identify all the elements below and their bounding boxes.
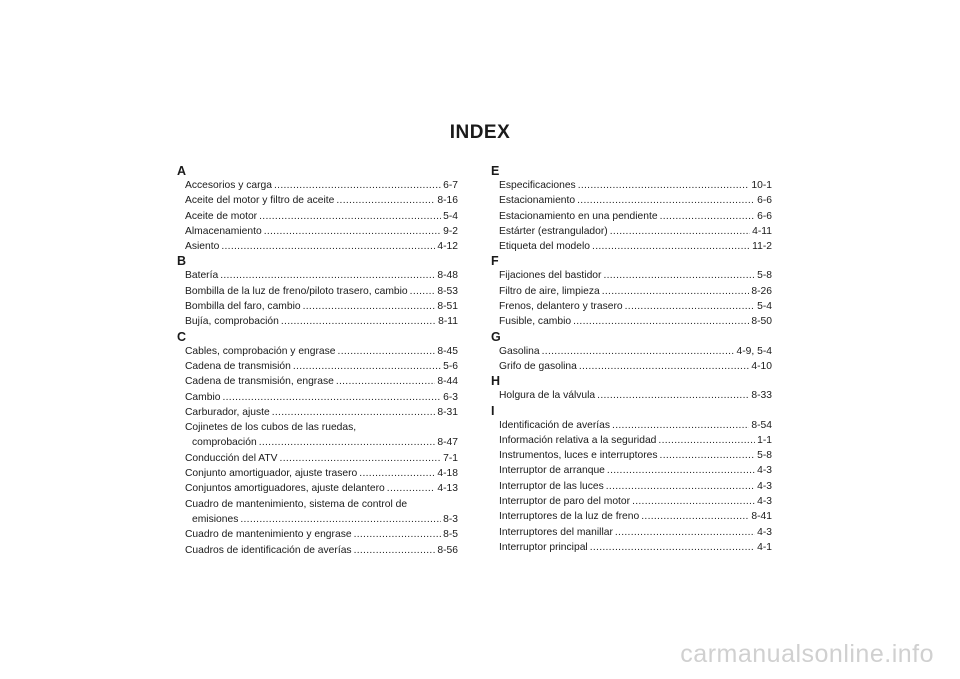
index-entry bbox=[490, 448, 772, 463]
dot-leader bbox=[612, 418, 749, 433]
index-entry-page: 6-6 bbox=[757, 195, 772, 207]
index-entry bbox=[176, 435, 458, 450]
index-entry bbox=[490, 494, 772, 509]
index-entry-text: Aceite del motor y filtro de aceite bbox=[185, 195, 335, 207]
index-section-letter: F bbox=[491, 254, 499, 269]
dot-leader bbox=[592, 239, 750, 254]
index-entry-page: 8-33 bbox=[751, 390, 772, 402]
index-entry-text: Grifo de gasolina bbox=[499, 360, 577, 372]
index-entry bbox=[176, 224, 458, 239]
index-entry bbox=[490, 178, 772, 193]
index-entry bbox=[176, 193, 458, 208]
index-entry bbox=[490, 525, 772, 540]
index-entry bbox=[490, 433, 772, 448]
index-entry-page: 10-1 bbox=[751, 180, 772, 191]
index-entry-text: Cadena de transmisión bbox=[185, 360, 291, 372]
index-entry bbox=[176, 497, 458, 512]
index-entry-page: 4-3 bbox=[757, 480, 772, 492]
index-entry-text: Gasolina bbox=[499, 345, 540, 357]
page-title: INDEX bbox=[449, 122, 511, 143]
dot-leader bbox=[221, 239, 435, 254]
index-entry-text: Cuadro de mantenimiento, sistema de control de bbox=[185, 498, 408, 510]
index-entry-text: Especificaciones bbox=[499, 180, 576, 191]
index-entry bbox=[490, 479, 772, 494]
dot-leader bbox=[293, 359, 441, 374]
index-entry bbox=[490, 314, 772, 329]
index-entry-page: 9-2 bbox=[443, 225, 458, 237]
dot-leader bbox=[281, 314, 436, 329]
index-entry-page: 4-3 bbox=[757, 526, 772, 538]
dot-leader bbox=[240, 512, 441, 527]
index-entry-page: 1-1 bbox=[757, 434, 772, 446]
index-entry-text: Almacenamiento bbox=[185, 225, 262, 237]
index-column-right bbox=[490, 164, 772, 555]
index-entry bbox=[176, 512, 458, 527]
dot-leader bbox=[222, 390, 441, 405]
index-entry bbox=[490, 509, 772, 524]
index-entry-page: 5-8 bbox=[757, 270, 772, 282]
index-entry-page: 6-6 bbox=[757, 210, 772, 222]
dot-leader bbox=[259, 435, 436, 450]
index-entry-text: Accesorios y carga bbox=[185, 180, 272, 191]
dot-leader bbox=[579, 359, 750, 374]
index-entry-text: Filtro de aire, limpieza bbox=[499, 285, 600, 297]
index-entry-page: 8-31 bbox=[437, 406, 458, 418]
index-entry-text: Bombilla de la luz de freno/piloto trasero, cambio bbox=[185, 285, 408, 297]
index-entry bbox=[490, 268, 772, 283]
dot-leader bbox=[590, 540, 755, 555]
index-entry-page: 4-3 bbox=[757, 496, 772, 508]
dot-leader bbox=[578, 178, 750, 193]
index-entry bbox=[176, 284, 458, 299]
index-entry bbox=[176, 239, 458, 254]
index-entry bbox=[176, 314, 458, 329]
dot-leader bbox=[610, 224, 750, 239]
index-entry bbox=[490, 418, 772, 433]
dot-leader bbox=[387, 481, 436, 496]
index-entry-page: 8-51 bbox=[437, 301, 458, 313]
index-entry-text: Fijaciones del bastidor bbox=[499, 270, 602, 282]
index-entry-text: Cambio bbox=[185, 391, 221, 403]
index-entry bbox=[176, 344, 458, 359]
index-entry-text: Carburador, ajuste bbox=[185, 406, 270, 418]
index-entry-text: Etiqueta del modelo bbox=[499, 241, 591, 253]
index-entry-text: Holgura de la válvula bbox=[499, 390, 596, 402]
dot-leader bbox=[220, 268, 435, 283]
index-entry-page: 4-9, 5-4 bbox=[736, 345, 772, 357]
dot-leader bbox=[573, 314, 749, 329]
watermark: carmanualsonline.info bbox=[680, 640, 934, 668]
index-entry bbox=[176, 405, 458, 420]
dot-leader bbox=[607, 463, 755, 478]
index-entry-page: 4-18 bbox=[437, 468, 458, 480]
dot-leader bbox=[632, 494, 755, 509]
index-section-letter: G bbox=[491, 329, 501, 344]
dot-leader bbox=[603, 268, 755, 283]
dot-leader bbox=[597, 388, 749, 403]
dot-leader bbox=[641, 509, 749, 524]
dot-leader bbox=[303, 299, 436, 314]
dot-leader bbox=[606, 479, 755, 494]
index-entry bbox=[490, 540, 772, 555]
index-section-letter: A bbox=[177, 164, 187, 178]
index-entry bbox=[490, 344, 772, 359]
index-entry-page: 8-47 bbox=[437, 437, 458, 449]
dot-leader bbox=[259, 209, 441, 224]
index-entry-page: 8-3 bbox=[443, 513, 458, 525]
index-entry-text: Batería bbox=[185, 270, 219, 282]
index-entry-text: Estárter (estrangulador) bbox=[499, 225, 608, 237]
index-section-letter: B bbox=[177, 254, 187, 269]
index-entry-page: 4-10 bbox=[751, 360, 772, 372]
dot-leader bbox=[658, 433, 755, 448]
index-entry-page: 8-5 bbox=[443, 529, 458, 541]
dot-leader bbox=[542, 344, 735, 359]
dot-leader bbox=[577, 193, 755, 208]
index-entry bbox=[490, 284, 772, 299]
index-entry-page: 8-16 bbox=[437, 195, 458, 207]
index-entry bbox=[176, 374, 458, 389]
index-entry-page: 5-8 bbox=[757, 450, 772, 462]
index-entry-text: Bujía, comprobación bbox=[185, 316, 279, 328]
dot-leader bbox=[354, 543, 436, 558]
index-entry-page: 8-11 bbox=[438, 316, 458, 328]
index-section-letter: H bbox=[491, 374, 501, 389]
dot-leader bbox=[359, 466, 435, 481]
index-entry-text: comprobación bbox=[192, 437, 257, 449]
dot-leader bbox=[274, 178, 441, 193]
index-entry bbox=[176, 451, 458, 466]
index-entry-text: Bombilla del faro, cambio bbox=[185, 301, 301, 313]
index-entry-page: 4-3 bbox=[757, 465, 772, 477]
dot-leader bbox=[410, 284, 436, 299]
dot-leader bbox=[336, 193, 435, 208]
index-entry bbox=[176, 268, 458, 283]
index-entry-page: 8-54 bbox=[751, 419, 772, 431]
index-entry bbox=[490, 359, 772, 374]
index-section-letter: C bbox=[177, 329, 187, 344]
dot-leader bbox=[615, 525, 755, 540]
index-entry bbox=[176, 527, 458, 542]
dot-leader bbox=[602, 284, 750, 299]
index-entry bbox=[490, 224, 772, 239]
dot-leader bbox=[354, 527, 442, 542]
index-entry-page: 5-6 bbox=[443, 360, 458, 372]
dot-leader bbox=[264, 224, 441, 239]
index-entry-page: 11-2 bbox=[752, 241, 772, 253]
index-entry-text: Interruptores del manillar bbox=[499, 526, 613, 538]
index-entry-page: 8-44 bbox=[437, 376, 458, 388]
index-entry-text: Conducción del ATV bbox=[185, 452, 278, 464]
index-entry-text: Interruptor de paro del motor bbox=[499, 496, 631, 508]
index-entry bbox=[176, 178, 458, 193]
index-section-letter: I bbox=[491, 403, 495, 418]
index-entry-text: Conjunto amortiguador, ajuste trasero bbox=[185, 468, 358, 480]
index-entry-page: 5-4 bbox=[757, 301, 772, 313]
index-entry-page: 6-3 bbox=[443, 391, 458, 403]
index-column-left bbox=[176, 164, 458, 558]
index-entry-text: Frenos, delantero y trasero bbox=[499, 301, 623, 313]
index-entry bbox=[176, 390, 458, 405]
index-entry bbox=[490, 209, 772, 224]
index-entry-text: Conjuntos amortiguadores, ajuste delantero bbox=[185, 483, 385, 495]
dot-leader bbox=[272, 405, 436, 420]
index-entry-text: Cadena de transmisión, engrase bbox=[185, 376, 334, 388]
index-entry-text: Interruptor de arranque bbox=[499, 465, 605, 477]
index-entry-text: Cuadros de identificación de averías bbox=[185, 544, 352, 556]
index-entry-text: Interruptores de la luz de freno bbox=[499, 511, 640, 523]
index-entry bbox=[176, 209, 458, 224]
dot-leader bbox=[660, 448, 756, 463]
index-entry bbox=[490, 239, 772, 254]
index-entry-text: Identificación de averías bbox=[499, 419, 611, 431]
index-entry bbox=[176, 420, 458, 435]
dot-leader bbox=[336, 374, 436, 389]
index-entry-text: Aceite de motor bbox=[185, 210, 258, 222]
index-entry bbox=[176, 466, 458, 481]
index-entry-page: 8-56 bbox=[437, 544, 458, 556]
dot-leader bbox=[660, 209, 756, 224]
index-entry-page: 4-1 bbox=[757, 541, 772, 553]
index-entry-page: 5-4 bbox=[443, 210, 458, 222]
index-entry-page: 4-11 bbox=[752, 225, 772, 237]
index-entry-text: Asiento bbox=[185, 241, 220, 253]
index-entry bbox=[490, 388, 772, 403]
index-entry-text: Cables, comprobación y engrase bbox=[185, 345, 336, 357]
index-entry bbox=[490, 193, 772, 208]
index-section-letter: E bbox=[491, 164, 500, 178]
index-entry bbox=[176, 543, 458, 558]
index-entry-page: 4-12 bbox=[437, 241, 458, 253]
index-entry-text: Interruptor de las luces bbox=[499, 480, 604, 492]
index-entry-page: 8-45 bbox=[437, 345, 458, 357]
dot-leader bbox=[625, 299, 755, 314]
index-entry bbox=[490, 463, 772, 478]
index-entry bbox=[176, 359, 458, 374]
dot-leader bbox=[338, 344, 436, 359]
index-entry-text: Información relativa a la seguridad bbox=[499, 434, 657, 446]
index-entry-page: 6-7 bbox=[443, 180, 458, 191]
index-entry bbox=[176, 299, 458, 314]
dot-leader bbox=[280, 451, 442, 466]
index-entry-page: 7-1 bbox=[443, 452, 458, 464]
index-entry-page: 8-53 bbox=[437, 285, 458, 297]
index-entry-page: 8-41 bbox=[751, 511, 772, 523]
index-entry-page: 4-13 bbox=[437, 483, 458, 495]
index-entry-page: 8-48 bbox=[437, 270, 458, 282]
index-entry-text: Interruptor principal bbox=[499, 541, 588, 553]
index-entry-text: Estacionamiento en una pendiente bbox=[499, 210, 658, 222]
index-entry-text: Cojinetes de los cubos de las ruedas, bbox=[185, 422, 357, 434]
index-entry-text: Fusible, cambio bbox=[499, 316, 572, 328]
index-entry bbox=[176, 481, 458, 496]
index-entry-text: emisiones bbox=[192, 513, 239, 525]
index-entry-text: Instrumentos, luces e interruptores bbox=[499, 450, 658, 462]
index-entry-page: 8-50 bbox=[751, 316, 772, 328]
index-entry-page: 8-26 bbox=[751, 285, 772, 297]
index-entry-text: Estacionamiento bbox=[499, 195, 576, 207]
index-entry bbox=[490, 299, 772, 314]
index-entry-text: Cuadro de mantenimiento y engrase bbox=[185, 529, 352, 541]
